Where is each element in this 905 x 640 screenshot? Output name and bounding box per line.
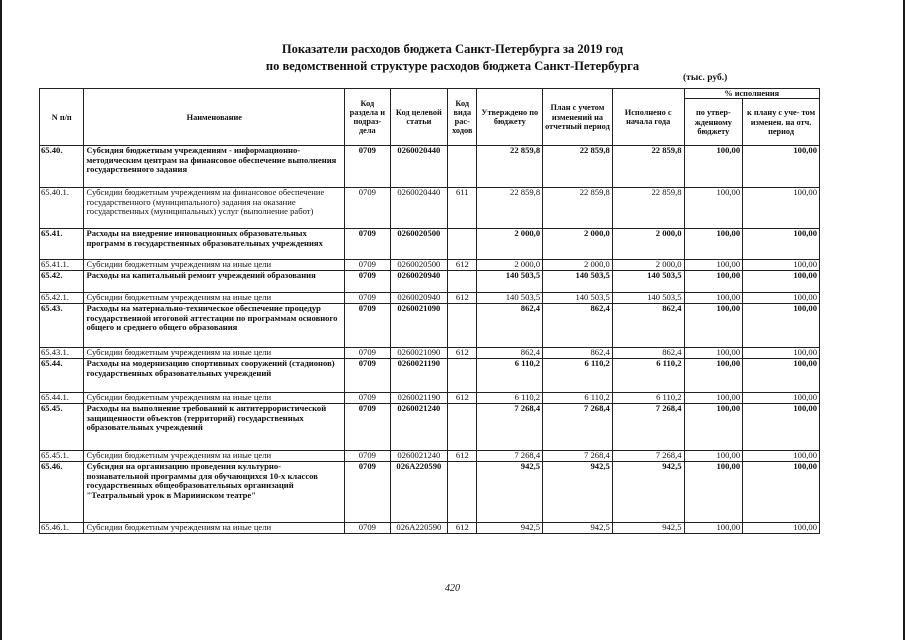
header-section-code: Код раздела и подраз- дела: [345, 89, 390, 146]
row-approved: 2 000,0: [477, 260, 543, 271]
row-number: 65.40.: [40, 146, 84, 188]
row-section-code: 0709: [345, 271, 390, 293]
row-approved: 942,5: [477, 462, 543, 523]
header-done: Исполнено с начала года: [612, 89, 684, 146]
row-name: Расходы на капитальный ремонт учреждений образования: [84, 271, 345, 293]
row-pct-plan: 100,00: [743, 146, 820, 188]
row-number: 65.43.1.: [40, 348, 84, 359]
row-approved: 22 859,8: [477, 188, 543, 229]
row-name: Субсидия бюджетным учреждениям - информационно-методическим центрам на финансовое обеспечение выполнения государственного задания: [84, 146, 345, 188]
table-row: [40, 359, 820, 393]
row-name: Субсидии бюджетным учреждениям на финансовое обеспечение государственного (муниципального) задания на оказание государственных (муниципальных) услуг (выполнение работ): [84, 188, 345, 229]
row-plan: 7 268,4: [543, 404, 613, 451]
header-pct-group: % исполнения: [684, 89, 819, 99]
row-done: 942,5: [612, 462, 684, 523]
row-section-code: 0709: [345, 359, 390, 393]
table-row: [40, 462, 820, 523]
row-section-code: 0709: [345, 188, 390, 229]
row-approved: 7 268,4: [477, 451, 543, 462]
row-target-code: 0260020940: [390, 271, 448, 293]
row-section-code: 0709: [345, 304, 390, 348]
row-section-code: 0709: [345, 523, 390, 534]
row-name: Субсидия на организацию проведения культурно-познавательной программы для обучающихся 10-х классов государственных общеобразовательных организаций "Театральный урок в Мариинском театре": [84, 462, 345, 523]
row-section-code: 0709: [345, 229, 390, 260]
row-pct-plan: 100,00: [743, 359, 820, 393]
row-approved: 2 000,0: [477, 229, 543, 260]
row-plan: 140 503,5: [543, 271, 613, 293]
row-target-code: 0260020440: [390, 188, 448, 229]
row-number: 65.45.: [40, 404, 84, 451]
row-name: Расходы на внедрение инновационных образовательных программ в государственных образовательных учреждениях: [84, 229, 345, 260]
row-number: 65.45.1.: [40, 451, 84, 462]
row-pct-plan: 100,00: [743, 523, 820, 534]
header-pct-approved: по утвер- жденному бюджету: [684, 99, 743, 146]
row-done: 140 503,5: [612, 271, 684, 293]
row-pct-plan: 100,00: [743, 451, 820, 462]
units-label: (тыс. руб.): [683, 73, 728, 83]
row-expense-type-code: [448, 229, 477, 260]
row-pct-approved: 100,00: [684, 293, 743, 304]
row-section-code: 0709: [345, 348, 390, 359]
row-plan: 862,4: [543, 304, 613, 348]
table-row: [40, 146, 820, 188]
row-plan: 2 000,0: [543, 260, 613, 271]
row-number: 65.44.: [40, 359, 84, 393]
row-section-code: 0709: [345, 146, 390, 188]
row-done: 6 110,2: [612, 393, 684, 404]
row-pct-approved: 100,00: [684, 451, 743, 462]
row-expense-type-code: 612: [448, 348, 477, 359]
budget-table: [39, 88, 820, 534]
table-row: [40, 523, 820, 534]
row-expense-type-code: 612: [448, 393, 477, 404]
table-row: [40, 304, 820, 348]
row-pct-approved: 100,00: [684, 229, 743, 260]
row-approved: 7 268,4: [477, 404, 543, 451]
row-target-code: 0260021240: [390, 451, 448, 462]
header-name: Наименование: [84, 89, 345, 146]
row-target-code: 0260021090: [390, 304, 448, 348]
row-name: Расходы на материально-техническое обеспечение процедур государственной итоговой аттестации по программам основного общего и среднего общего образования: [84, 304, 345, 348]
row-number: 65.43.: [40, 304, 84, 348]
row-done: 942,5: [612, 523, 684, 534]
row-number: 65.40.1.: [40, 188, 84, 229]
row-pct-plan: 100,00: [743, 304, 820, 348]
row-done: 862,4: [612, 304, 684, 348]
header-pct-plan: к плану с уче- том изменен. на отч. период: [743, 99, 820, 146]
header-target-code: Код целевой статьи: [390, 89, 448, 146]
header-num: N п/п: [40, 89, 84, 146]
row-pct-plan: 100,00: [743, 188, 820, 229]
row-approved: 140 503,5: [477, 293, 543, 304]
row-done: 862,4: [612, 348, 684, 359]
row-plan: 942,5: [543, 523, 613, 534]
table-row: [40, 451, 820, 462]
row-number: 65.46.: [40, 462, 84, 523]
row-done: 2 000,0: [612, 260, 684, 271]
row-pct-approved: 100,00: [684, 404, 743, 451]
row-expense-type-code: 612: [448, 523, 477, 534]
row-number: 65.46.1.: [40, 523, 84, 534]
row-expense-type-code: [448, 359, 477, 393]
row-target-code: 0260020500: [390, 229, 448, 260]
row-expense-type-code: [448, 462, 477, 523]
row-pct-approved: 100,00: [684, 271, 743, 293]
row-number: 65.42.: [40, 271, 84, 293]
row-pct-plan: 100,00: [743, 393, 820, 404]
row-expense-type-code: [448, 304, 477, 348]
row-number: 65.41.: [40, 229, 84, 260]
row-plan: 942,5: [543, 462, 613, 523]
row-pct-plan: 100,00: [743, 271, 820, 293]
row-plan: 140 503,5: [543, 293, 613, 304]
row-done: 7 268,4: [612, 404, 684, 451]
row-plan: 6 110,2: [543, 359, 613, 393]
header-plan: План с учетом изменений на отчетный период: [543, 89, 613, 146]
document-title-line2: по ведомственной структуре расходов бюджета Санкт-Петербурга: [265, 59, 640, 73]
row-approved: 862,4: [477, 304, 543, 348]
row-pct-approved: 100,00: [684, 146, 743, 188]
row-name: Субсидии бюджетным учреждениям на иные цели: [84, 451, 345, 462]
row-pct-plan: 100,00: [743, 293, 820, 304]
row-number: 65.44.1.: [40, 393, 84, 404]
row-pct-plan: 100,00: [743, 462, 820, 523]
row-expense-type-code: 612: [448, 293, 477, 304]
row-pct-approved: 100,00: [684, 304, 743, 348]
row-done: 140 503,5: [612, 293, 684, 304]
row-name: Расходы на модернизацию спортивных сооружений (стадионов) государственных образовательных учреждений: [84, 359, 345, 393]
row-approved: 942,5: [477, 523, 543, 534]
row-section-code: 0709: [345, 393, 390, 404]
row-target-code: 0260020500: [390, 260, 448, 271]
row-section-code: 0709: [345, 404, 390, 451]
row-target-code: 0260020440: [390, 146, 448, 188]
row-done: 2 000,0: [612, 229, 684, 260]
row-target-code: 0260021240: [390, 404, 448, 451]
page-number: 420: [445, 583, 460, 594]
row-done: 22 859,8: [612, 188, 684, 229]
row-target-code: 026А220590: [390, 462, 448, 523]
row-name: Субсидии бюджетным учреждениям на иные цели: [84, 348, 345, 359]
table-row: [40, 348, 820, 359]
row-target-code: 0260021090: [390, 348, 448, 359]
row-approved: 6 110,2: [477, 359, 543, 393]
row-plan: 6 110,2: [543, 393, 613, 404]
row-done: 22 859,8: [612, 146, 684, 188]
row-approved: 22 859,8: [477, 146, 543, 188]
row-done: 6 110,2: [612, 359, 684, 393]
header-approved: Утверждено по бюджету: [477, 89, 543, 146]
table-row: [40, 188, 820, 229]
row-section-code: 0709: [345, 293, 390, 304]
row-expense-type-code: [448, 146, 477, 188]
row-plan: 22 859,8: [543, 146, 613, 188]
row-expense-type-code: [448, 271, 477, 293]
row-number: 65.42.1.: [40, 293, 84, 304]
row-name: Расходы на выполнение требований к антитеррористической защищенности объектов (территорий) государственных образовательных учреждений: [84, 404, 345, 451]
row-pct-approved: 100,00: [684, 393, 743, 404]
table-row: [40, 229, 820, 260]
table-row: [40, 260, 820, 271]
row-name: Субсидии бюджетным учреждениям на иные цели: [84, 393, 345, 404]
row-expense-type-code: [448, 404, 477, 451]
row-plan: 7 268,4: [543, 451, 613, 462]
header-expense-type-code: Код вида рас- ходов: [448, 89, 477, 146]
table-row: [40, 271, 820, 293]
row-pct-plan: 100,00: [743, 260, 820, 271]
row-target-code: 026А220590: [390, 523, 448, 534]
row-plan: 22 859,8: [543, 188, 613, 229]
row-name: Субсидии бюджетным учреждениям на иные цели: [84, 523, 345, 534]
table-row: [40, 404, 820, 451]
row-expense-type-code: 612: [448, 451, 477, 462]
row-target-code: 0260021190: [390, 393, 448, 404]
row-expense-type-code: 612: [448, 260, 477, 271]
row-section-code: 0709: [345, 462, 390, 523]
row-pct-plan: 100,00: [743, 404, 820, 451]
table-row: [40, 393, 820, 404]
row-name: Субсидии бюджетным учреждениям на иные цели: [84, 260, 345, 271]
row-name: Субсидии бюджетным учреждениям на иные цели: [84, 293, 345, 304]
row-plan: 2 000,0: [543, 229, 613, 260]
row-approved: 862,4: [477, 348, 543, 359]
row-pct-approved: 100,00: [684, 359, 743, 393]
document-title-line1: Показатели расходов бюджета Санкт-Петербурга за 2019 год: [281, 42, 624, 56]
row-pct-approved: 100,00: [684, 523, 743, 534]
row-pct-approved: 100,00: [684, 348, 743, 359]
row-plan: 862,4: [543, 348, 613, 359]
row-section-code: 0709: [345, 260, 390, 271]
row-section-code: 0709: [345, 451, 390, 462]
row-pct-approved: 100,00: [684, 462, 743, 523]
scan-edge-left: [0, 0, 2, 640]
row-done: 7 268,4: [612, 451, 684, 462]
row-number: 65.41.1.: [40, 260, 84, 271]
row-pct-plan: 100,00: [743, 229, 820, 260]
row-approved: 140 503,5: [477, 271, 543, 293]
table-row: [40, 293, 820, 304]
row-target-code: 0260020940: [390, 293, 448, 304]
row-expense-type-code: 611: [448, 188, 477, 229]
row-pct-approved: 100,00: [684, 188, 743, 229]
row-pct-plan: 100,00: [743, 348, 820, 359]
row-approved: 6 110,2: [477, 393, 543, 404]
row-target-code: 0260021190: [390, 359, 448, 393]
row-pct-approved: 100,00: [684, 260, 743, 271]
